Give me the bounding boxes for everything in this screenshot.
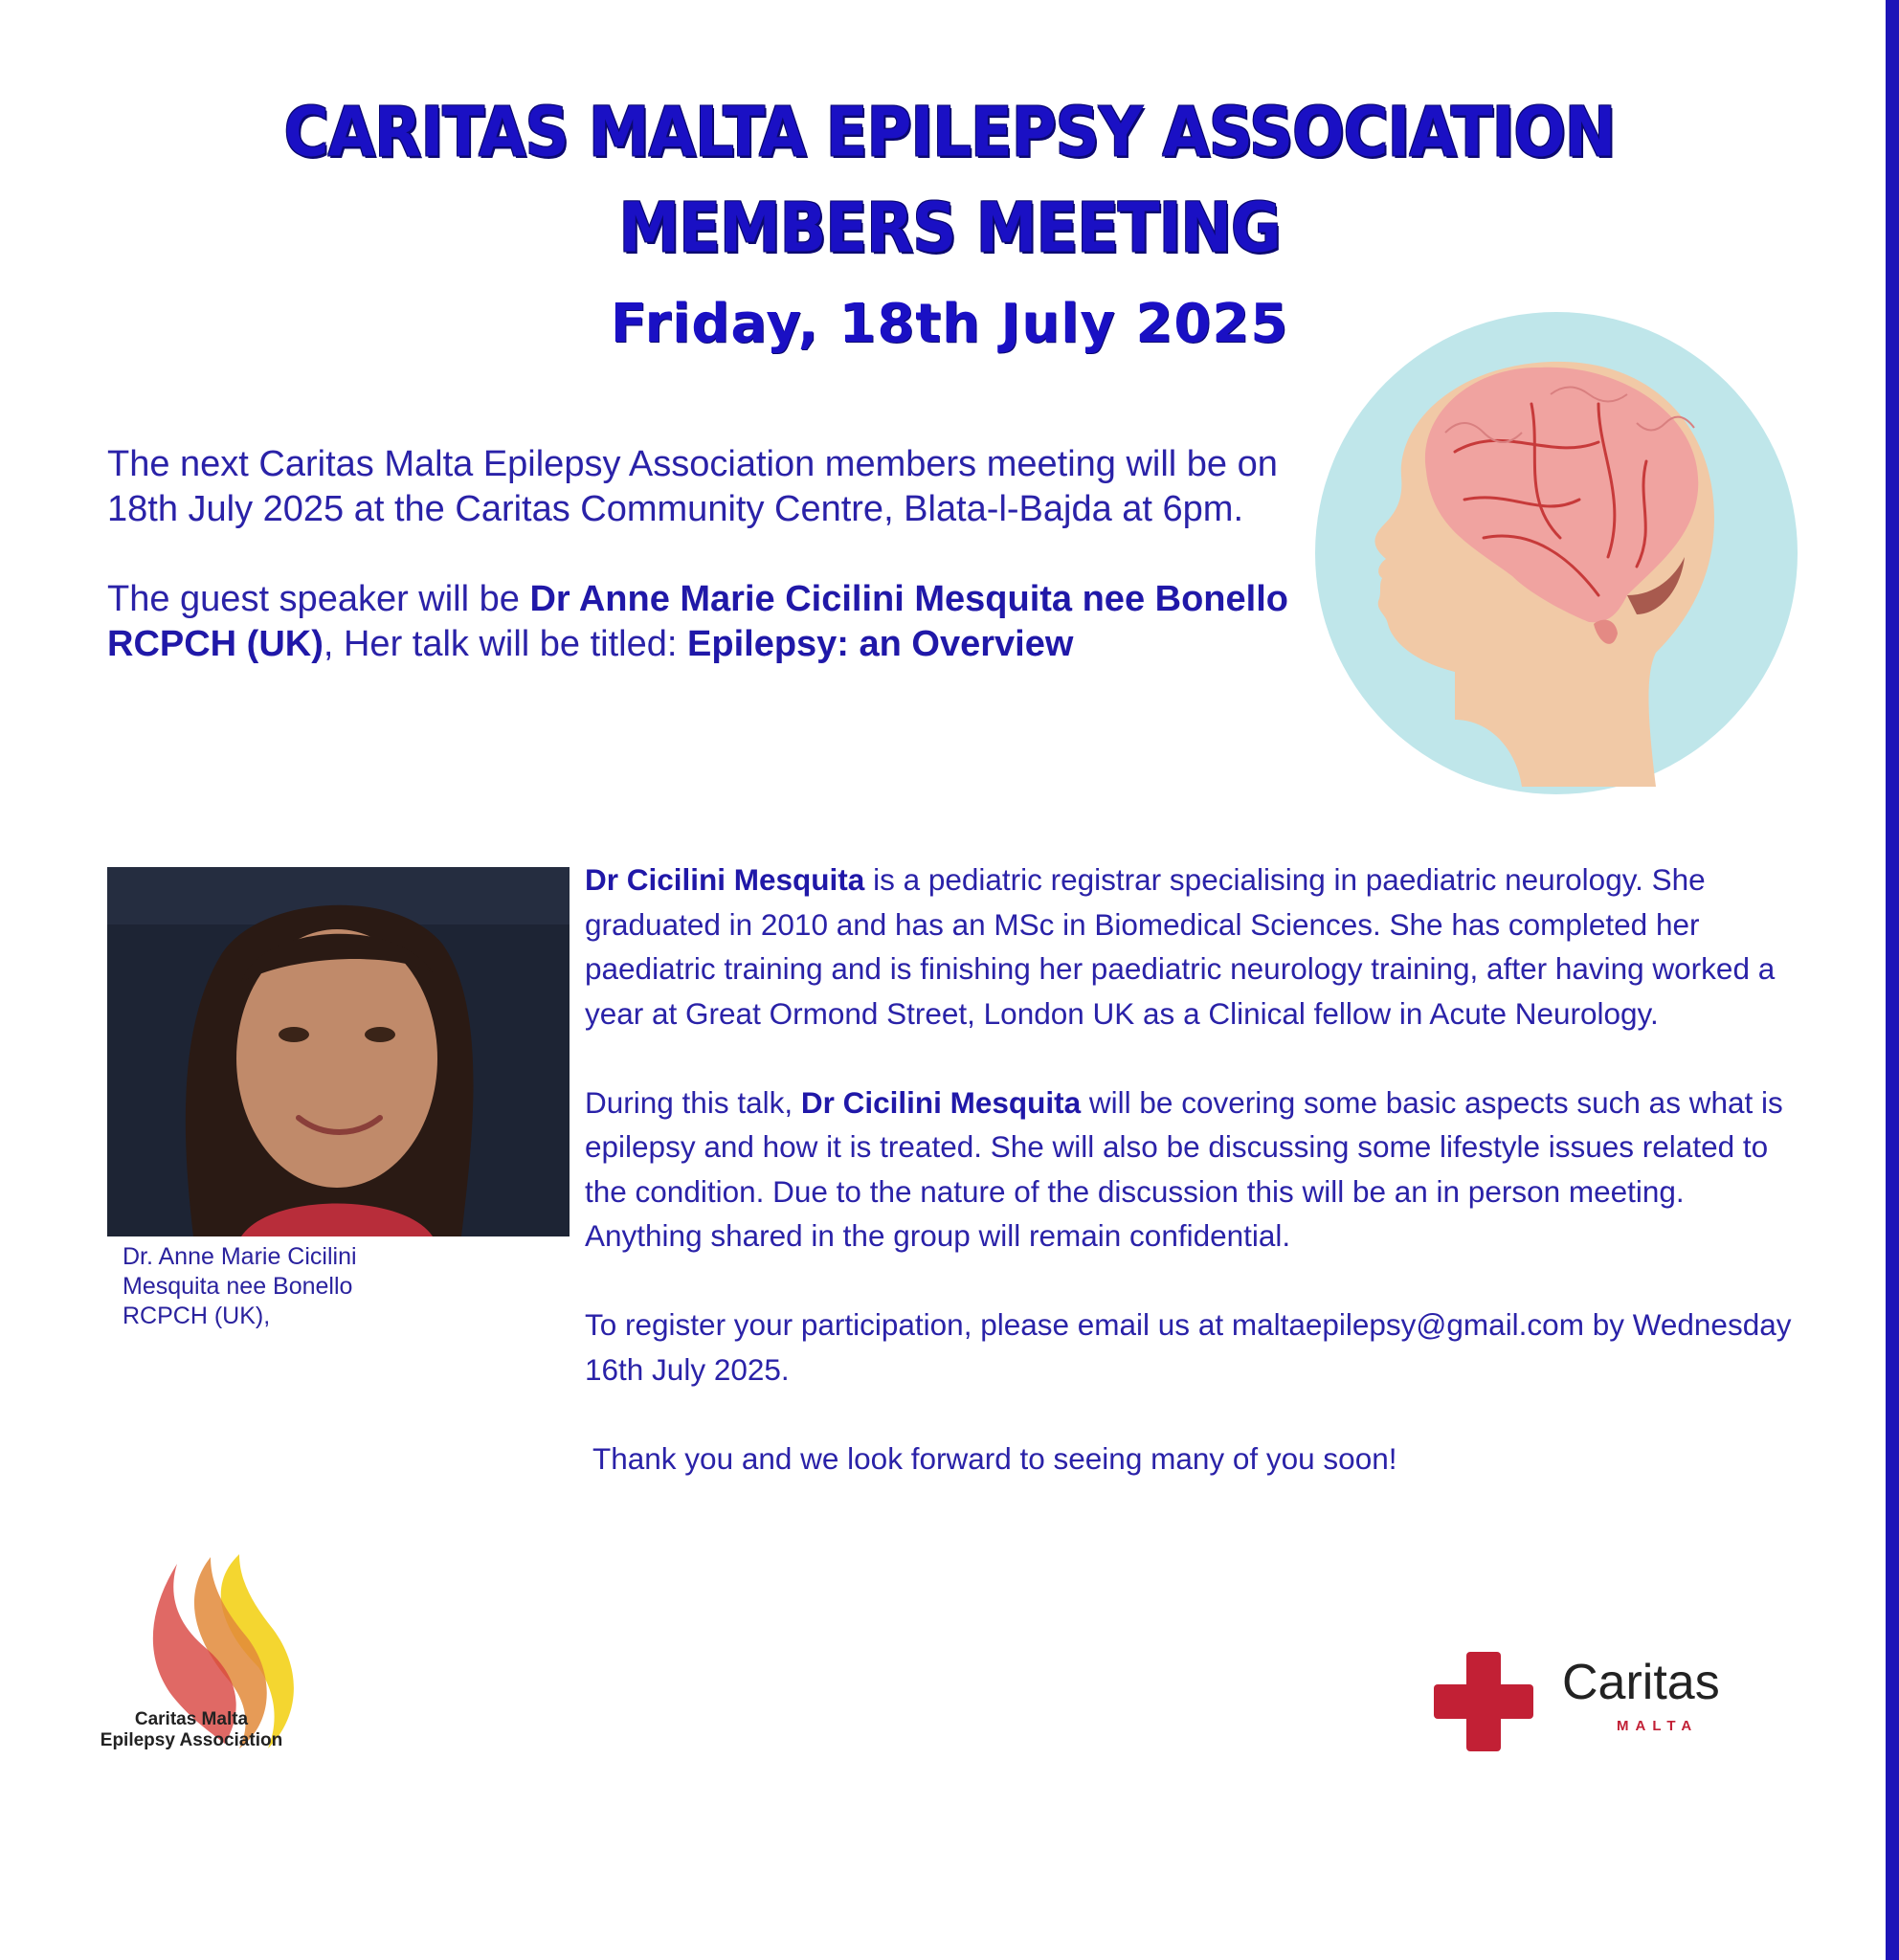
bio-name-2: Dr Cicilini Mesquita (800, 1084, 1082, 1120)
thank-you-text: Thank you and we look forward to seeing many of you soon! (592, 1440, 1397, 1476)
speaker-announcement: The guest speaker will be Dr Anne Marie Cicilini Mesquita nee Bonello RCPCH (UK), Her talk will be titled: Epilepsy: an Overview (107, 579, 1288, 664)
speaker-photo (107, 867, 570, 1236)
speaker-portrait-illustration (107, 867, 570, 1236)
title-association: CARITAS MALTA EPILEPSY ASSOCIATION (283, 93, 1616, 173)
bio-name-1: Dr Cicilini Mesquita (585, 862, 865, 897)
caritas-malta-label: MALTA (1617, 1718, 1699, 1734)
speaker-bio (585, 858, 1800, 1526)
speaker-name: Dr Anne Marie Cicilini Mesquita nee Bonello RCPCH (UK) (107, 579, 1288, 664)
caritas-wordmark: Caritas (1562, 1655, 1720, 1710)
title-meeting: MEMBERS MEETING (618, 189, 1281, 269)
epilepsy-association-logo (96, 1552, 345, 1753)
epilepsy-logo-text: Caritas Malta Epilepsy Association (100, 1709, 283, 1750)
brain-illustration (1311, 308, 1801, 798)
photo-caption: Dr. Anne Marie Cicilini Mesquita nee Bonello RCPCH (UK), (123, 1243, 357, 1329)
meeting-details: The next Caritas Malta Epilepsy Association members meeting will be on 18th July 2025 at the Caritas Community Centre, Blata-l-Bajda at 6pm. (107, 444, 1278, 529)
caritas-cross-icon (1430, 1648, 1537, 1755)
bio-paragraph-1: Dr Cicilini Mesquita is a pediatric registrar specialising in paediatric neurology. She graduated in 2010 and has an MSc in Biomedical Sciences. She has completed her paediatric training and is finishing her paediatric neurology training, after having worked a year at Great Ormond Street, London UK as a Clinical fellow in Acute Neurology. (585, 862, 1776, 1031)
talk-title: Epilepsy: an Overview (687, 624, 1074, 664)
registration-text: To register your participation, please email us at maltaepilepsy@gmail.com by Wednesday 16th July 2025. (585, 1307, 1792, 1387)
intro-text (107, 442, 1304, 712)
bio-paragraph-2: During this talk, Dr Cicilini Mesquita will be covering some basic aspects such as what is epilepsy and how it is treated. She will also be discussing some lifestyle issues related to the condition. Due to the nature of the discussion this will be an in person meeting. Anything shared in the group will remain confidential. (585, 1084, 1783, 1253)
meeting-date: Friday, 18th July 2025 (610, 293, 1289, 355)
caritas-malta-logo (1430, 1648, 1746, 1755)
